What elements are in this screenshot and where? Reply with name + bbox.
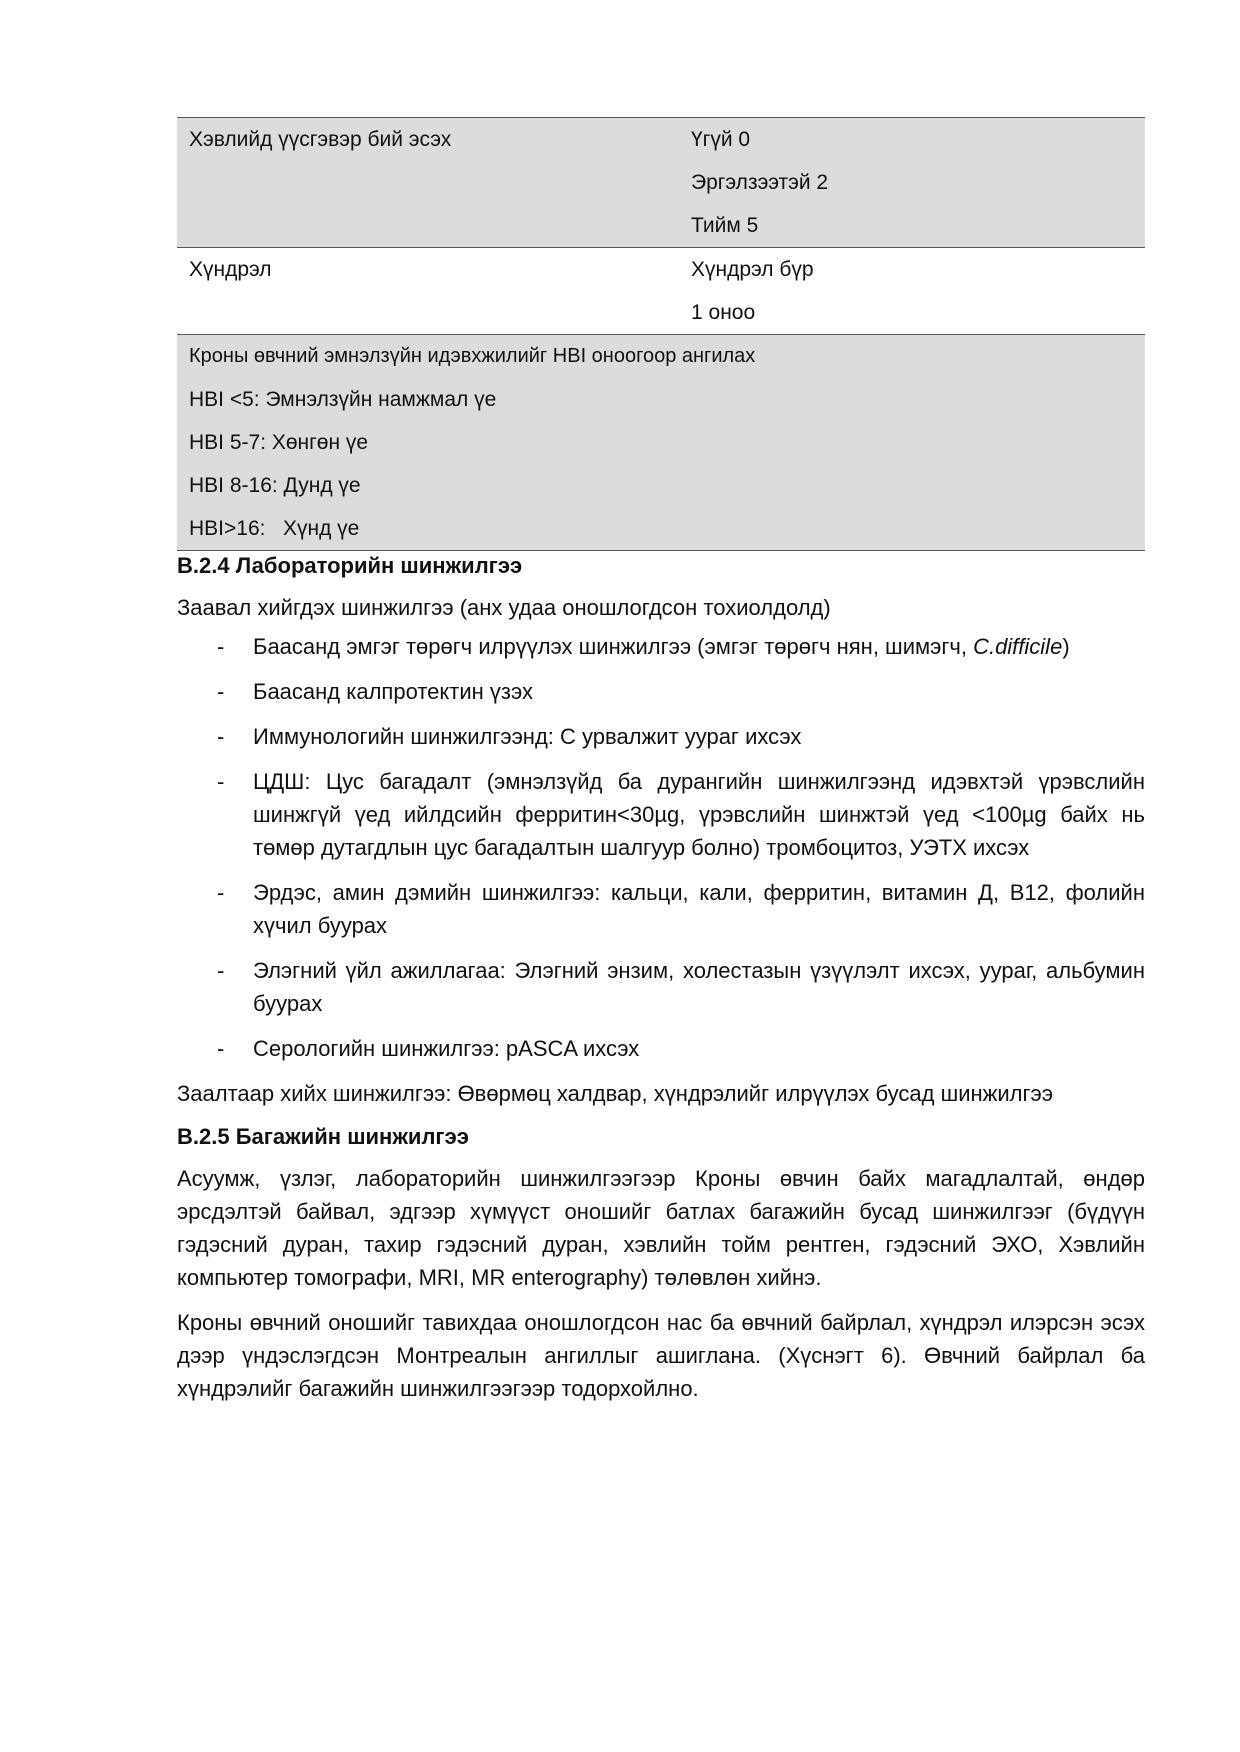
value-line: Хүндрэл бүр xyxy=(691,258,814,281)
lab-intro-text: Заавал хийгдэх шинжилгээ (анх удаа оношлогдсон тохиолдолд) xyxy=(177,595,831,620)
hbi-score-table xyxy=(177,117,1145,551)
list-item xyxy=(177,675,1145,708)
table-row-hbi-classification xyxy=(177,335,1145,551)
classification-line: HBI>16: Хүнд үе xyxy=(189,517,360,540)
list-item-text: Серологийн шинжилгээ: pASCA ихсэх xyxy=(253,1036,640,1061)
value-line: Эргэлзээтэй 2 xyxy=(691,171,829,194)
instrumental-paragraph-2: Кроны өвчний оношийг тавихдаа оношлогдсон нас ба өвчний байрлал, хүндрэл илэрсэн эсэх дээр үндэслэгдсэн Монтреалын ангиллыг ашиглана. (Хүснэгт 6). Өвчний байрлал ба хүндрэлийг багажийн шинжилгээгээр тодорхойлно. xyxy=(177,1310,1145,1401)
list-item xyxy=(177,1032,1145,1065)
row-label: Хэвлийд үүсгэвэр бий эсэх xyxy=(189,128,452,151)
table-row-abscess xyxy=(177,118,1145,248)
list-item-text: ЦДШ: Цус багадалт (эмнэлзүйд ба дурангийн шинжилгээнд идэвхтэй үрэвслийн шинжгүй үед ийлдсийн ферритин<30µg, үрэвслийн шинжтэй үед <100µg байх нь төмөр дутагдлын цус багадалтын шалгуур болно) тромбоцитоз, УЭТХ ихсэх xyxy=(253,769,1145,860)
table-cell-values xyxy=(691,118,1145,247)
bullet-dash: - xyxy=(217,880,225,905)
bullet-dash: - xyxy=(217,769,225,794)
table-cell-label xyxy=(177,118,691,247)
classification-title: Кроны өвчний эмнэлзүйн идэвхжилийг HBI оноогоор ангилах xyxy=(189,345,756,367)
list-item-tail: ) xyxy=(1062,634,1070,659)
bullet-dash: - xyxy=(217,1036,225,1061)
value-line: Үгүй 0 xyxy=(691,128,751,151)
list-item xyxy=(177,720,1145,753)
list-item-text: Баасанд эмгэг төрөгч илрүүлэх шинжилгээ (эмгэг төрөгч нян, шимэгч, xyxy=(253,634,974,659)
list-item xyxy=(177,876,1145,942)
list-item-text: Эрдэс, амин дэмийн шинжилгээ: кальци, кали, ферритин, витамин Д, B12, фолийн хүчил буурах xyxy=(253,880,1145,938)
instrumental-paragraph-1: Асуумж, үзлэг, лабораторийн шинжилгээгээр Кроны өвчин байх магадлалтай, өндөр эрсдэлтэй байвал, эдгээр хүмүүст оношийг батлах багажийн бусад шинжилгээг (бүдүүн гэдэсний дуран, тахир гэдэсний дуран, хэвлийн тойм рентген, гэдэсний ЭХО, Хэвлийн компьютер томографи, MRI, MR enterography) төлөвлөн хийнэ. xyxy=(177,1166,1145,1290)
list-item-text: Баасанд калпротектин үзэх xyxy=(253,679,533,704)
classification-line: HBI 5-7: Хөнгөн үе xyxy=(189,431,369,454)
list-item-text: Иммунологийн шинжилгээнд: С урвалжит уураг ихсэх xyxy=(253,724,802,749)
section-heading-lab: B.2.4 Лабораторийн шинжилгээ xyxy=(177,553,523,578)
list-item xyxy=(177,630,1145,663)
list-item-text: Элэгний үйл ажиллагаа: Элэгний энзим, холестазын үзүүлэлт ихсэх, уураг, альбумин буурах xyxy=(253,958,1145,1016)
row-label: Хүндрэл xyxy=(189,258,272,281)
list-item-italic: C.difficile xyxy=(973,634,1063,659)
value-line: Тийм 5 xyxy=(691,214,759,237)
lab-optional-text: Заалтаар хийх шинжилгээ: Өвөрмөц халдвар, хүндрэлийг илрүүлэх бусад шинжилгээ xyxy=(177,1081,1053,1106)
classification-line: HBI 8-16: Дунд үе xyxy=(189,474,361,497)
table-row-complications xyxy=(177,248,1145,335)
bullet-dash: - xyxy=(217,724,225,749)
list-item xyxy=(177,765,1145,864)
table-cell-full xyxy=(177,335,755,550)
document-page xyxy=(177,117,1145,1405)
bullet-dash: - xyxy=(217,958,225,983)
table-cell-label xyxy=(177,248,691,334)
section-heading-instrumental: B.2.5 Багажийн шинжилгээ xyxy=(177,1124,469,1149)
lab-test-list xyxy=(177,630,1145,1065)
list-item xyxy=(177,954,1145,1020)
value-line: 1 оноо xyxy=(691,301,756,324)
bullet-dash: - xyxy=(217,634,225,659)
classification-line: HBI <5: Эмнэлзүйн намжмал үе xyxy=(189,388,497,411)
bullet-dash: - xyxy=(217,679,225,704)
table-cell-values xyxy=(691,248,1145,334)
